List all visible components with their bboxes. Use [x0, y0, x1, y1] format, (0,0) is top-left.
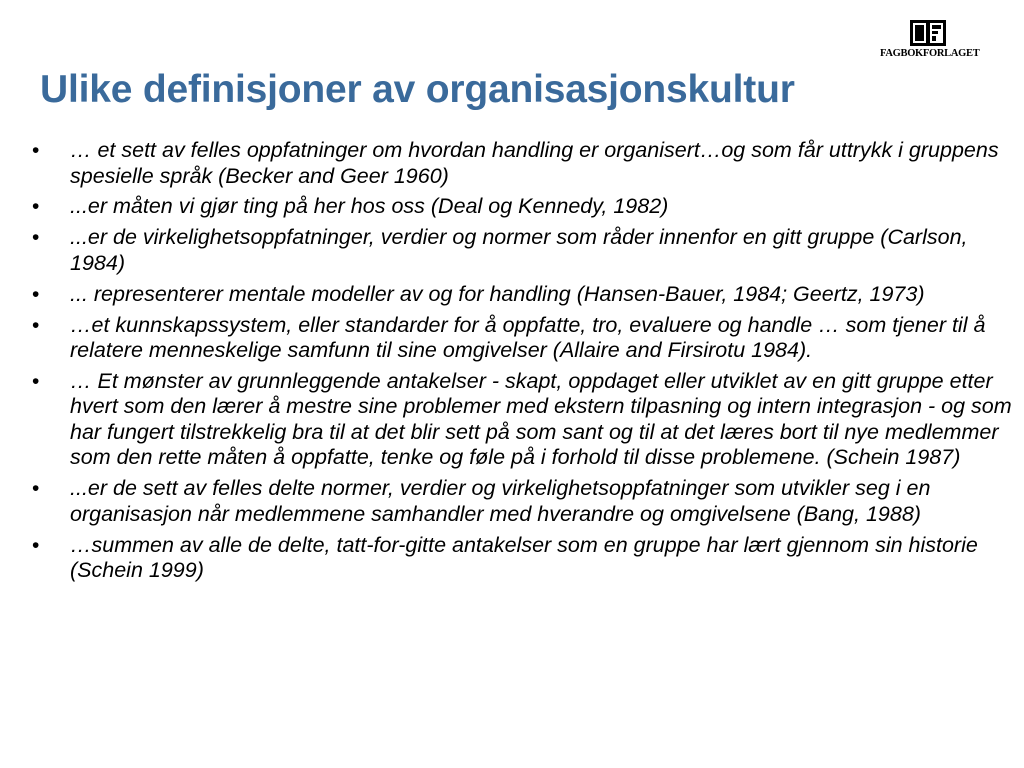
- definition-item: [32, 533, 1012, 584]
- definition-text: ...er måten vi gjør ting på her hos oss (Deal og Kennedy, 1982): [70, 194, 669, 219]
- definition-item: [32, 476, 1012, 527]
- definition-item: [32, 369, 1012, 471]
- definition-item: [32, 313, 1012, 364]
- bullet-icon: •: [32, 139, 40, 162]
- definition-text: …et kunnskapssystem, eller standarder for å oppfatte, tro, evaluere og handle … som tjener til å relatere menneskelige samfunn til sine omgivelser (Allaire and Firsirotu 1984).: [70, 312, 986, 363]
- publisher-logo: [880, 18, 980, 66]
- book-logo-icon: [910, 20, 946, 46]
- bullet-icon: •: [32, 369, 40, 393]
- definition-item: [32, 225, 1012, 276]
- definition-text: ...er de virkelighetsoppfatninger, verdier og normer som råder innenfor en gitt gruppe (Carlson, 1984): [70, 225, 968, 275]
- definition-text: ...er de sett av felles delte normer, verdier og virkelighetsoppfatninger som utvikler seg i en organisasjon når medlemmene samhandler med hverandre og omgivelsene (Bang, 1988): [70, 476, 931, 526]
- definition-item: [32, 194, 1012, 220]
- bullet-icon: •: [32, 313, 40, 337]
- definition-item: [32, 138, 1012, 189]
- logo-text: FAGBOKFORLAGET: [880, 48, 980, 59]
- slide-title: Ulike definisjoner av organisasjonskultur: [40, 68, 795, 111]
- definition-text: … Et mønster av grunnleggende antakelser - skapt, oppdaget eller utviklet av en gitt gruppe etter hvert som den lærer å mestre sine problemer med ekstern tilpasning og intern integrasjon - og som har fungert tilstrekkelig bra til at det blir sett på som sant og til at det læres bort til nye medlemmer som den rette måten å oppfatte, tenke og føle på i forhold til disse problemene. (Schein 1987): [70, 368, 1012, 470]
- bullet-icon: •: [32, 477, 40, 501]
- definition-text: … et sett av felles oppfatninger om hvordan handling er organisert…og som får uttrykk i gruppens spesielle språk (Becker and Geer 1960): [70, 138, 999, 188]
- definition-list: [32, 138, 1012, 589]
- bullet-icon: •: [32, 195, 40, 219]
- definition-text: ... representerer mentale modeller av og for handling (Hansen-Bauer, 1984; Geertz, 1973): [70, 281, 925, 306]
- definition-item: [32, 282, 1012, 308]
- bullet-icon: •: [32, 282, 40, 306]
- definition-text: …summen av alle de delte, tatt-for-gitte antakelser som en gruppe har lært gjennom sin historie (Schein 1999): [70, 532, 978, 583]
- bullet-icon: •: [32, 226, 40, 250]
- bullet-icon: •: [32, 533, 40, 557]
